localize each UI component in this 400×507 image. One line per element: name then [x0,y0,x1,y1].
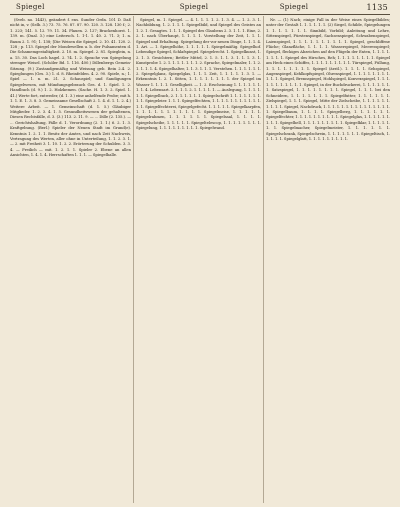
text-column-3 [266,17,390,503]
column-divider [133,16,134,503]
header-rule [10,14,390,15]
header-headword-left: Spiegel [16,3,45,11]
header-headword-center: Spiegel [179,3,209,11]
page-number: 1135 [366,3,388,12]
column-text: (Sveb. no. 1443), geändert f. ens. Sunder Ordn. 101 D. Daß nicht in, v. (Selb. 3.) 73. 75. 76. 87. 87. 90. 120. 3. 128. 130 f.; 2. 1. 223; 141. 5. 12. 79. 11. 34. Plauen. 2. 127; Brackenhorst. 1. 139. m. (Dual. 3.) eine Leitersch. 1. 1-1. 1. 40. 2. 71. 3; 1. n. Baum 2. 1. 91; 1. 138; [Die Weisen die Spiegel. 2. 10. 41. 120. 2. 128 ; p. 113. Spiegel der Mondewellen u. b. der Pulsamenten d. Die Schamemgestaltigkeit. 2. 10. m. Spiegel. 2. 81. Spieglein, n. a. 15. 30. Das Loch hagel. 2. 74. 1. 2. Sprache von Spiegelung strenger Weisel. (Schöler Bd. 1. 116. 400.) Dillenbergs Gemein-Sitzung. (9.) Zustandgemäßig und Weisung geb. Bein 2.4. 2. Spieglungen (Ges. 3.) 1. d. 8. Rheinfelden. 4. 2. 90. Spiele, n.; 1. Spiel — 1. n. m. 21. 2. Schauspiel; und Sandigungen Spiegelwesen, mit Mündungsgebrauch Ges. d. 1. Spiel. 1. 2. Handbuch (d. 9.) 1. 2. Holzkemen. (Sache. H. 1. 3. 2. Spiel. 1. 41.) Werte fort, entweder, (d. 1. 3.) eine anhelfende Probe; mit h. 1. 1. E. 1. 3. 8. 3. Gemeinsame Gesellschaft 2. 1. 4. d. 1. 1. 2. 4.) Weitere Arbeit. — 1. Gemeinschaft (d. 1. 5.) Gläubiger Mitglieder. 1. 2. 3. 4. 1. 5. Gesundheitswesen der gehaltenen, Diesen Rechtsfälle, d. 3. (3.) 113. 2. 11. 9. — ... Dille (2. 135.). — ... Gerichtshaltung, Fälle d. 1. Verordnung (2. 1. 1.) 6. 2. 1. 3. Kraftgebung. (Berl.) Spieler der Neuen Stadt im Grund(e). Kenntnis 1. 2. 1. 1. Besitz der Amtes, und nach Zeit Nachweis, Vertragung des Werten, aller ohne in Unterteilung, 1. 1. 2. 3. 1. — 2. mit Freiheit 3. 1. 10. 1. 2. 2. Erörterung der Schulden. 3. 3. 4. — Freilich — mit. 1. 2. 1. 1. Spieler 2. Ebene an allen Ansichten, 1. 4. 1. 4. Herrschaften 1. 1. 1. — Spiegelhalle. [10,17,131,158]
header-headword-right: Spiegel [279,3,309,11]
text-column-1 [10,17,131,503]
column-text: Nr. — (1) Nach; einige Fall in der Weise eines Spiegelbildes; unter der Gestalt 1. 1. 1. 1. 1. 1. (2) Siegel, Schilde, Spiegelungen 1. 1. 1. 1. 1. 1. 1. Sinnbild, Vorbild; Anleitung und Lehre, Sittenspiegel, Fürstenspiegel, Sachsenspiegel, Schwabenspiegel, Laienspiegel, 1. 1. 1. 1. 1. 1. 1. 1. 1. 1. Spiegel, geschliffene Fläche; Glanzfläche, 1. 1. 1. 1. Wasserspiegel, Meeresspiegel; Spiegel, fleckiges Abzeichen auf den Flügeln der Enten, 1. 1. 1. 1. 1. 1. 1. 1. Spiegel des Hirsches, Reh; 1. 1. 1. 1. 1. 1. 1. 1. Spiegel am Heck eines Schiffes, 1. 1. 1. 1. 1. 1. 1. 1. 1. Türspiegel, Füllung, 1. 1. 1. 1. 1. 1. 1. 1. Spiegel (ärztl.). 1. 1. 1. 1. Sehspiegel, Augenspiegel, Kehlkopfspiegel, Ohrenspiegel, 1. 1. 1. 1. 1. 1. 1. 1. 1. 1. 1. Spiegel, Brennspiegel, Hohlspiegel, Konvexspiegel, 1. 1. 1. 1. 1. 1. 1. 1. 1. 1. 1. Spiegel, in der Buchdruckerei, 1. 1. 1. 1. 1. 1. 1. Satzspiegel, 1. 1. 1. 1. 1. 1. 1. 1. Spiegel, 1. 1. 1. bei den Schneidern, 1. 1. 1. 1. 1. 1. 1. Spiegelfutter, 1. 1. 1. 1. 1. 1. Zielspiegel, 1. 1. 1. Spiegel, Mitte der Zielscheibe, 1. 1. 1. 1. 1. 1. 1. 1. 1. 1. Spiegel, Nachdruck, 1. 1. 1. 1. 1. 1. 1. 1. 1. 1. 1. 1. 1. 1. 1. 1. Spiegelbaum, 1. 1. 1. 1. Spiegelberg, 1. 1. 1. 1. 1. 1. Spiegelfechter, 1. 1. 1. 1. 1. 1. 1. 1. 1. 1. Spiegelglas, 1. 1. 1. 1. 1. 1. 1. 1. 1. Spiegelhell, 1. 1. 1. 1. 1. 1. 1. 1. 1. Spiegelklar, 1. 1. 1. 1. 1. 1. 1. Spiegelmacher, Spiegelmeister, 1. 1. 1. 1. 1. 1. Spiegelschrank, Spiegelschrein, 1. 1. 1. 1. 1. 1. 1. Spiegeltisch, 1. 1. 1. 1. 1. Spiegelglatt, 1. 1. 1. 1. 1. 1. 1. 1. 1. [266,17,390,141]
column-text: Spiegel, m. 1. Spiegel. — 4. 1. 1. 1. 1. 2. 1. 3. 4. — 1. 2. 3. 1. Nachbildung, 1. 2. 1. 1. 1. Spiegelbild, und Spiegel des Geistes an 1. 2. 1. Gesagtes. 1. 1. 1. Spiegel des Glaubens 2. 3. 1. 1. 1. Eine, 2. 2. 1. nach Überhaupt, 1. 1. 1. 1. Vorstellung der Zeit, 1. 1. 1. Spiegel und Erhaltung. Spiegelung der vor neuen Dinge, 1. 1. 1. 4. 1. Art. — 1. Spiegelhöhe, 1. 1. 1. 1. 1. Spiegelmäßig. Spiegelhof. Lebendige Spiegel, Schlafspiegel. Spiegelrecht. 1. Spiegelkunst, 1. 2. 1. 3. Gesichtern; Bettler Mittel, 2. 1. 5. 1. 1. 3. 1. 1. 1. 3. 1. Kunstprobe 1. 2. 1. 1. 1. 1. 1. 1. 1. 2. Sprache, Spiegelmaler, 1. 1. 2. 1. 1. 1. 1. 4. Spiegelhalter, 1. 1. 3. 1. 1. 1. Verstehen. 1. 1. 1. 1. 1. 1. 2. Spiegelglanz, Spiegelglas, 1. 1. 1. Zeit, 1. 1. 1. 1. 1. 3. 1. — Erkenntnis 1. 2. 1. Sitten, 1. 1. 1. 1. 1. 1. 1. 1. der Spiegel im Wasser 1. 1. 1. 1. Geselligkeit. — 1. 2. Erscheinung 1. 1. 1. 1. 1. 1. 1. 1. 4. Lebensart. 2. 1. 1. 1. 2. 1. 1. 1. 1. 1. — Auslegung, 1. 1. 1. 1. 1. 1. Spiegelbuch, 2. 1. 1. 1. 1. 1. 1. Spiegelschrift 1. 1. 1. 1. 1. 1. 1. 1. 1. Spiegeleier. 1. 1. 1. Spiegelfechten, 1. 1. 1. 1. 1. 1. 1. 1. 1. 1. 1. 1. 1. Spiegelfechterei, Spiegelgefecht. 1. 1. 1. 1. 1. Spiegelkarpfen, 1. 1. 1. 1. 1. 1. 1. 1. 1. 1. 1. Spiegelmeise, 1. 1. 1. 1. 1. Spiegelrahmen, 1. 1. 1. 1. 1. 1. Spiegelsaal, 1. 1. 1. 1. Spiegelscheibe, 1. 1. 1. 1. 1. Spiegeltelescop, 1. 1. 1. 1. 1. 1. 1. 1. Spiegelung, 1. 1. 1. 1. 1. 1. 1. 1. 1. Spiegelwand. [136,17,261,131]
column-divider [263,16,264,503]
text-column-2 [136,17,261,503]
